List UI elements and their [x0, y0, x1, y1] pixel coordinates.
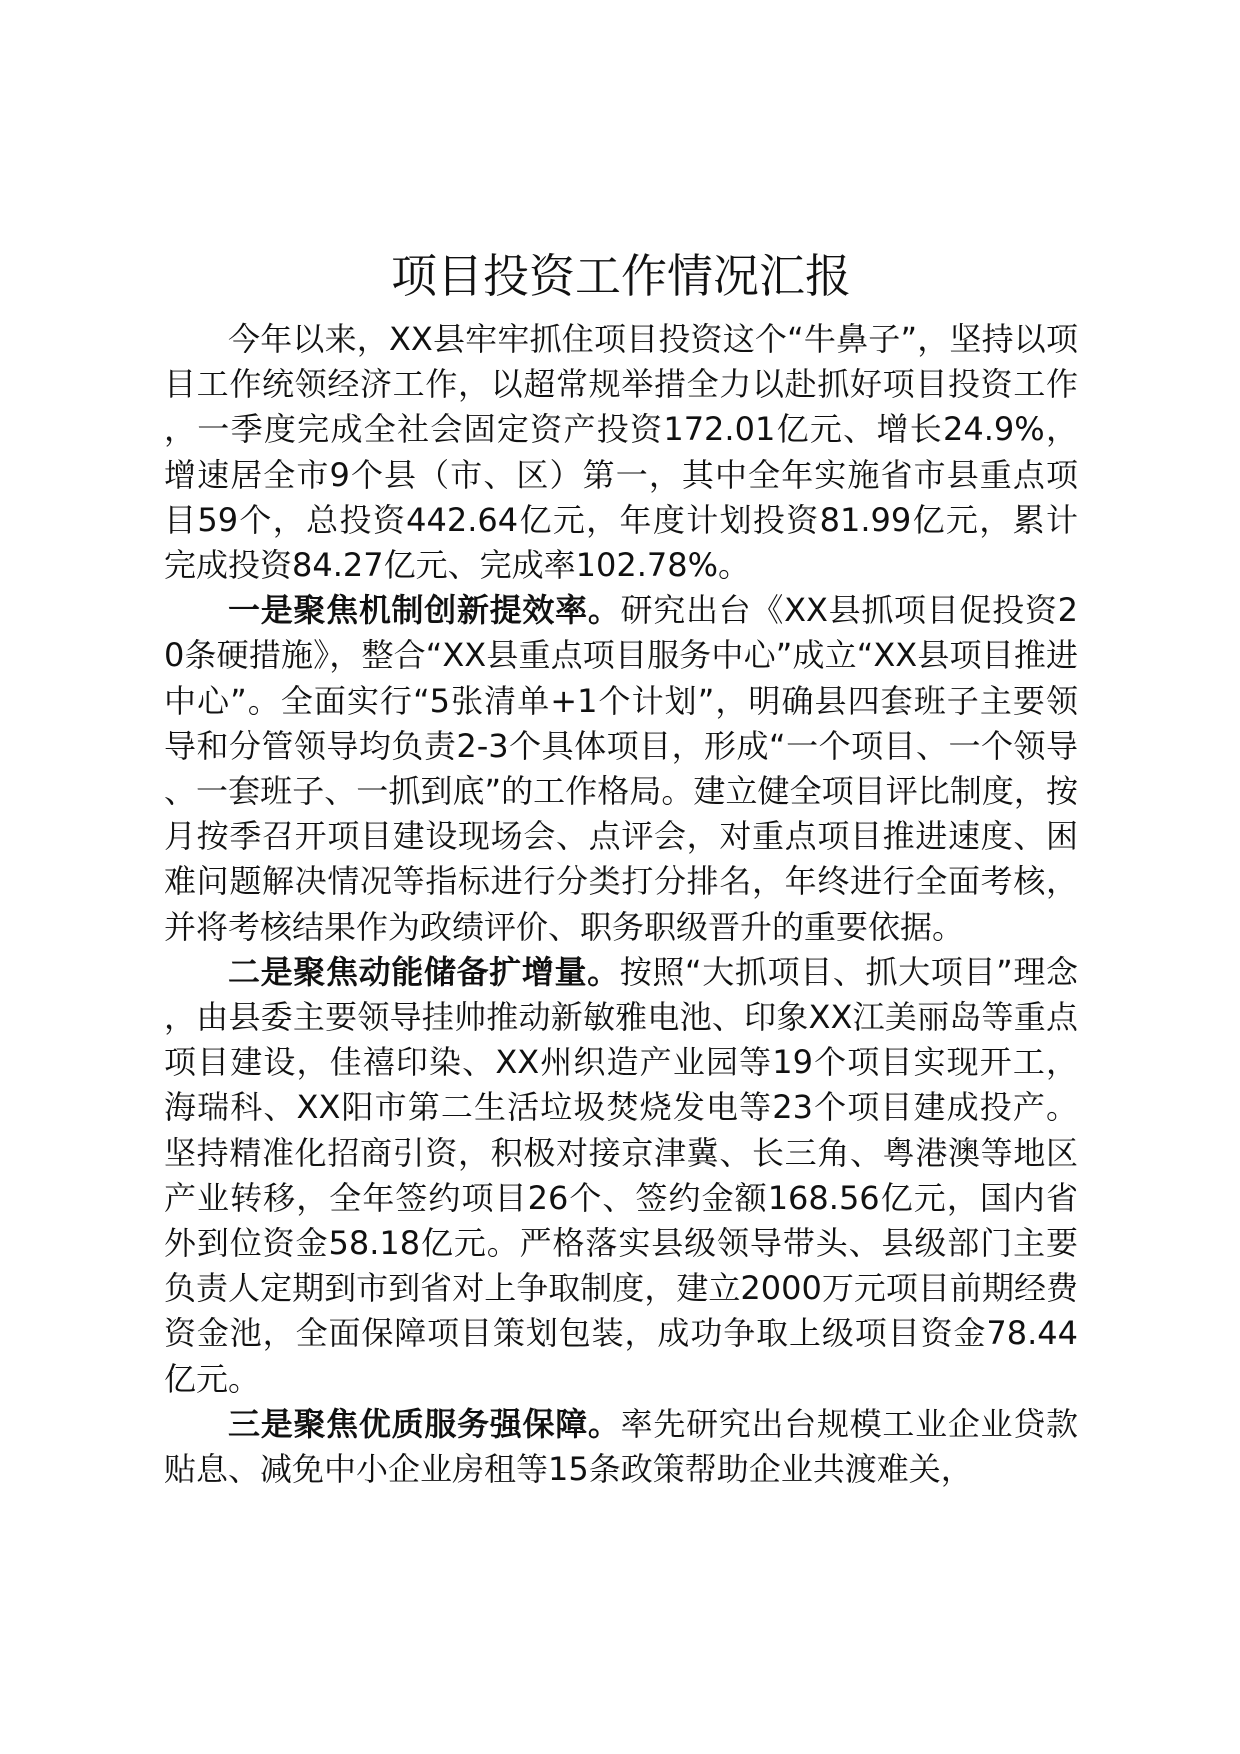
section-1-lead: 一是聚焦机制创新提效率。 — [228, 591, 621, 630]
section-3-paragraph — [164, 1402, 1078, 1492]
document-title: 项目投资工作情况汇报 — [391, 249, 851, 303]
section-3-lead: 三是聚焦优质服务强保障。 — [228, 1404, 621, 1443]
section-2-lead: 二是聚焦动能储备扩增量。 — [228, 952, 620, 991]
section-1-paragraph — [164, 588, 1078, 950]
section-1-body: 研究出台《XX县抓项目促投资20条硬措施》，整合“XX县重点项目服务中心”成立“XX县项目推进中心”。全面实行“5张清单+1个计划”，明确县四套班子主要领导和分管领导均负责2-3个具体项目，形成“一个项目、一个领导、一套班子、一抓到底”的工作格局。建立健全项目评比制度，按月按季召开项目建设现场会、点评会，对重点项目推进速度、困难问题解决情况等指标进行分类打分排名，年终进行全面考核，并将考核结果作为政绩评价、职务职级晋升的重要依据。 — [164, 591, 1078, 946]
section-3-body: 率先研究出台规模工业企业贷款贴息、减免中小企业房租等15条政策帮助企业共渡难关， — [164, 1404, 1078, 1489]
section-2-paragraph — [164, 950, 1078, 1402]
document-page — [164, 243, 1078, 1492]
intro-paragraph: 今年以来，XX县牢牢抓住项目投资这个“牛鼻子”，坚持以项目工作统领经济工作，以超常规举措全力以赴抓好项目投资工作，一季度完成全社会固定资产投资172.01亿元、增长24.9%，增速居全市9个县（市、区）第一，其中全年实施省市县重点项目59个，总投资442.64亿元，年度计划投资81.99亿元，累计完成投资84.27亿元、完成率102.78%。 — [164, 320, 1078, 585]
section-2-body: 按照“大抓项目、抓大项目”理念，由县委主要领导挂帅推动新敏雅电池、印象XX江美丽岛等重点项目建设，佳禧印染、XX州织造产业园等19个项目实现开工，海瑞科、XX阳市第二生活垃圾焚烧发电等23个项目建成投产。坚持精准化招商引资，积极对接京津冀、长三角、粤港澳等地区产业转移，全年签约项目26个、签约金额168.56亿元，国内省外到位资金58.18亿元。严格落实县级领导带头、县级部门主要负责人定期到市到省对上争取制度，建立2000万元项目前期经费资金池，全面保障项目策划包装，成功争取上级项目资金78.44亿元。 — [164, 952, 1078, 1398]
